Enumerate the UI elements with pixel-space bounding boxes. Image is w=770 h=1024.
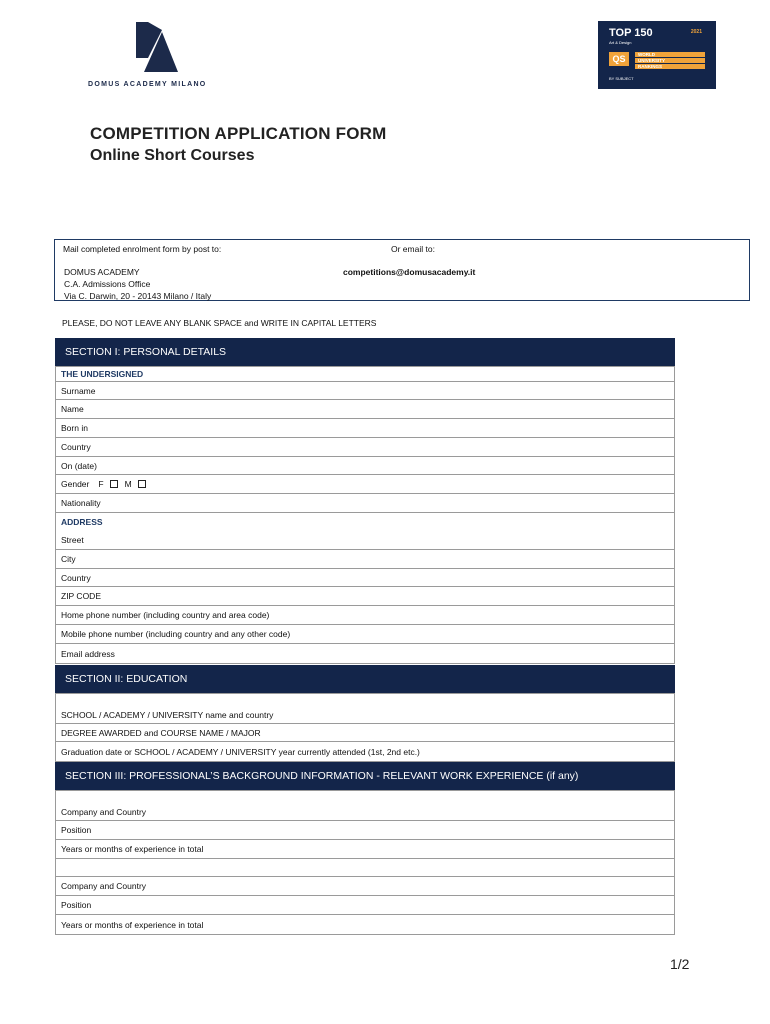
surname-field[interactable]: Surname (55, 381, 675, 400)
page-number: 1/2 (670, 956, 690, 972)
badge-line-1: WORLD (638, 52, 655, 57)
gender-f-label: F (98, 479, 104, 489)
experience-field-1[interactable]: Years or months of experience in total (55, 839, 675, 859)
home-phone-field[interactable]: Home phone number (including country and area code) (55, 605, 675, 625)
gender-row (55, 474, 675, 494)
email-label: Or email to: (391, 244, 435, 254)
position-field-2[interactable]: Position (55, 895, 675, 915)
badge-line-3: RANKINGS (638, 64, 663, 69)
spacer-row (55, 858, 675, 877)
nationality-field[interactable]: Nationality (55, 493, 675, 513)
contact-email[interactable]: competitions@domusacademy.it (343, 267, 476, 277)
domus-academy-logo-mark (118, 22, 198, 78)
section-3-header: SECTION III: PROFESSIONAL’S BACKGROUND INFORMATION - RELEVANT WORK EXPERIENCE (if any) (55, 762, 675, 790)
section-2-header: SECTION II: EDUCATION (55, 665, 675, 693)
city-field[interactable]: City (55, 549, 675, 569)
school-field[interactable]: SCHOOL / ACADEMY / UNIVERSITY name and country (55, 693, 675, 724)
logo-text: DOMUS ACADEMY MILANO (88, 81, 207, 88)
zip-code-field[interactable]: ZIP CODE (55, 586, 675, 606)
experience-field-2[interactable]: Years or months of experience in total (55, 914, 675, 935)
name-field[interactable]: Name (55, 399, 675, 419)
form-title: COMPETITION APPLICATION FORM (90, 124, 387, 143)
company-country-field-2[interactable]: Company and Country (55, 876, 675, 896)
gender-m-checkbox[interactable] (138, 480, 146, 488)
section-1-header: SECTION I: PERSONAL DETAILS (55, 338, 675, 366)
address-row (55, 512, 675, 531)
address-line-2: C.A. Admissions Office (64, 279, 151, 289)
country-field[interactable]: Country (55, 437, 675, 457)
badge-top: TOP 150 (609, 27, 653, 39)
badge-line-2: UNIVERSITY (638, 58, 666, 63)
graduation-field[interactable]: Graduation date or SCHOOL / ACADEMY / UNIVERSITY year currently attended (1st, 2nd etc.) (55, 741, 675, 762)
street-field[interactable]: Street (55, 530, 675, 550)
gender-m-label: M (124, 479, 132, 489)
badge-footer: BY SUBJECT (609, 76, 634, 81)
contact-box (54, 239, 750, 301)
qs-logo: QS (609, 52, 629, 66)
email-address-field[interactable]: Email address (55, 643, 675, 664)
address-line-1: DOMUS ACADEMY (64, 267, 140, 277)
gender-label: Gender (61, 479, 90, 489)
post-label: Mail completed enrolment form by post to: (63, 244, 222, 254)
form-subtitle: Online Short Courses (90, 147, 255, 164)
qs-ranking-badge (598, 21, 716, 89)
mobile-phone-field[interactable]: Mobile phone number (including country and any other code) (55, 624, 675, 644)
date-field[interactable]: On (date) (55, 456, 675, 475)
address-country-field[interactable]: Country (55, 568, 675, 587)
position-field-1[interactable]: Position (55, 820, 675, 840)
undersigned-row (55, 366, 675, 382)
company-country-field-1[interactable]: Company and Country (55, 790, 675, 821)
address-label: ADDRESS (61, 517, 103, 527)
gender-f-checkbox[interactable] (110, 480, 118, 488)
badge-subtitle: Art & Design (609, 40, 632, 45)
born-in-field[interactable]: Born in (55, 418, 675, 438)
address-line-3: Via C. Darwin, 20 - 20143 Milano / Italy (64, 291, 212, 301)
notice-text: PLEASE, DO NOT LEAVE ANY BLANK SPACE and WRITE IN CAPITAL LETTERS (62, 318, 377, 328)
badge-year: 2021 (690, 29, 702, 35)
undersigned-label: THE UNDERSIGNED (61, 369, 144, 379)
degree-field[interactable]: DEGREE AWARDED and COURSE NAME / MAJOR (55, 723, 675, 742)
